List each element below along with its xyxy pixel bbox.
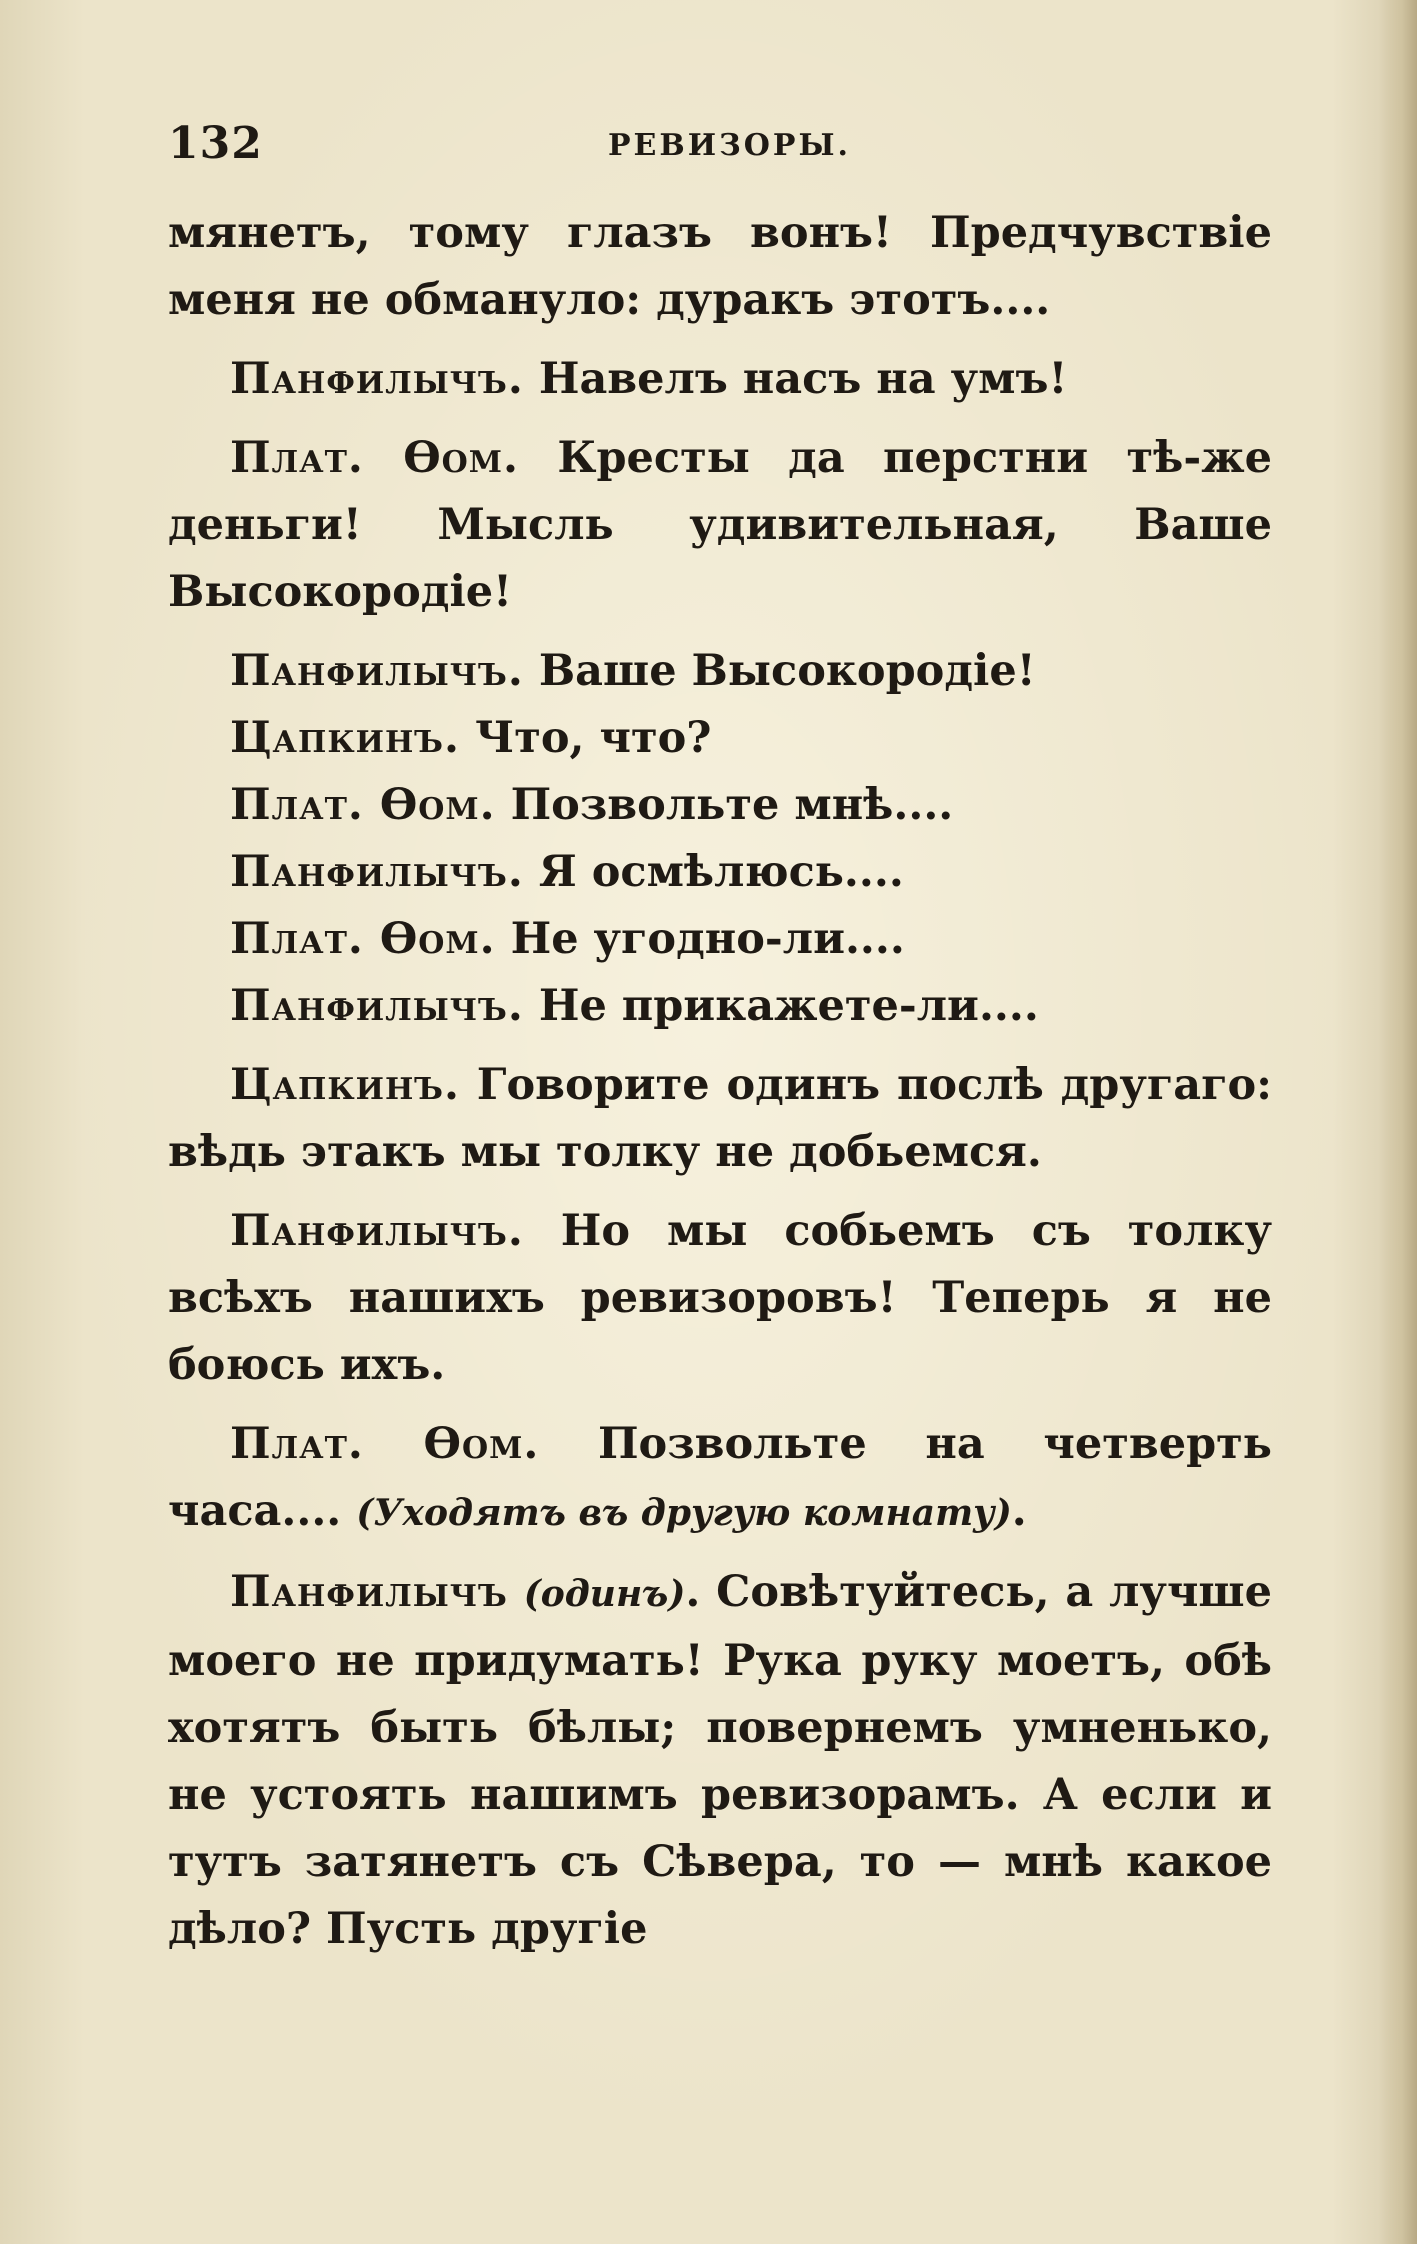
body-text bbox=[168, 200, 1272, 1975]
speech-tail: . Совѣтуйтесь, а лучше моего не придумать! Рука руку моетъ, обѣ хотятъ быть бѣлы; повернемъ умненько, не устоять нашимъ ревизорамъ. А если и тутъ затянетъ съ Сѣвера, то — мнѣ какое дѣло? Пусть другіе bbox=[168, 1567, 1272, 1954]
speech-paragraph bbox=[168, 1198, 1272, 1399]
speech-text: Позвольте мнѣ.... bbox=[495, 780, 954, 830]
speech-paragraph bbox=[168, 772, 1272, 839]
speech-tail: . bbox=[1011, 1486, 1027, 1536]
speech-paragraph bbox=[168, 839, 1272, 906]
speech-paragraph bbox=[168, 973, 1272, 1040]
speech-text: Говорите одинъ послѣ другаго: вѣдь этакъ мы толку не добьемся. bbox=[168, 1060, 1272, 1177]
speaker-name: Панфилычъ. bbox=[230, 354, 524, 404]
page-number: 132 bbox=[168, 118, 263, 169]
speaker-name: Панфилычъ. bbox=[230, 646, 524, 696]
speech-text: Но мы собьемъ съ толку всѣхъ нашихъ ревизоровъ! Теперь я не боюсь ихъ. bbox=[168, 1206, 1272, 1390]
speech-paragraph bbox=[168, 705, 1272, 772]
speech-text: Не прикажете-ли.... bbox=[523, 981, 1039, 1031]
speaker-name: Плат. Ѳом. bbox=[230, 1419, 540, 1469]
speaker-name: Плат. Ѳом. bbox=[230, 433, 519, 483]
paragraph-text: мянетъ, тому глазъ вонъ! Предчувствіе меня не обмануло: дуракъ этотъ.... bbox=[168, 208, 1272, 325]
speaker-name: Плат. Ѳом. bbox=[230, 780, 496, 830]
running-title: РЕВИЗОРЫ. bbox=[608, 128, 851, 163]
speech-text: Кресты да перстни тѣ-же деньги! Мысль удивительная, Ваше Высокородіе! bbox=[168, 433, 1273, 617]
speaker-name: Панфилычъ. bbox=[230, 981, 524, 1031]
page-header bbox=[168, 118, 1268, 178]
speech-text: Я осмѣлюсь.... bbox=[523, 847, 904, 897]
speech-text bbox=[508, 1567, 524, 1617]
speaker-name: Панфилычъ. bbox=[230, 1206, 524, 1256]
speech-paragraph bbox=[168, 906, 1272, 973]
speech-text: Позвольте на четверть часа.... bbox=[168, 1419, 1272, 1536]
stage-direction: (одинъ) bbox=[523, 1573, 686, 1615]
speech-text: Что, что? bbox=[459, 713, 712, 763]
speech-paragraph bbox=[168, 1559, 1272, 1963]
stage-direction: (Уходятъ въ другую комнату) bbox=[356, 1492, 1012, 1534]
page-edge-shadow bbox=[1379, 0, 1417, 2244]
speaker-name: Панфилычъ. bbox=[230, 847, 524, 897]
speaker-name: Цапкинъ. bbox=[230, 1060, 460, 1110]
speech-paragraph bbox=[168, 346, 1272, 413]
speech-paragraph bbox=[168, 425, 1272, 626]
speech-paragraph bbox=[168, 1052, 1272, 1186]
speech-paragraph bbox=[168, 1411, 1272, 1547]
speech-paragraph bbox=[168, 638, 1272, 705]
speaker-name: Плат. Ѳом. bbox=[230, 914, 496, 964]
speech-text: Ваше Высокородіе! bbox=[523, 646, 1036, 696]
speaker-name: Панфилычъ bbox=[230, 1567, 508, 1617]
speech-text: Навелъ насъ на умъ! bbox=[523, 354, 1068, 404]
speech-text: Не угодно-ли.... bbox=[495, 914, 905, 964]
paragraph-continuation bbox=[168, 200, 1272, 334]
speaker-name: Цапкинъ. bbox=[230, 713, 460, 763]
